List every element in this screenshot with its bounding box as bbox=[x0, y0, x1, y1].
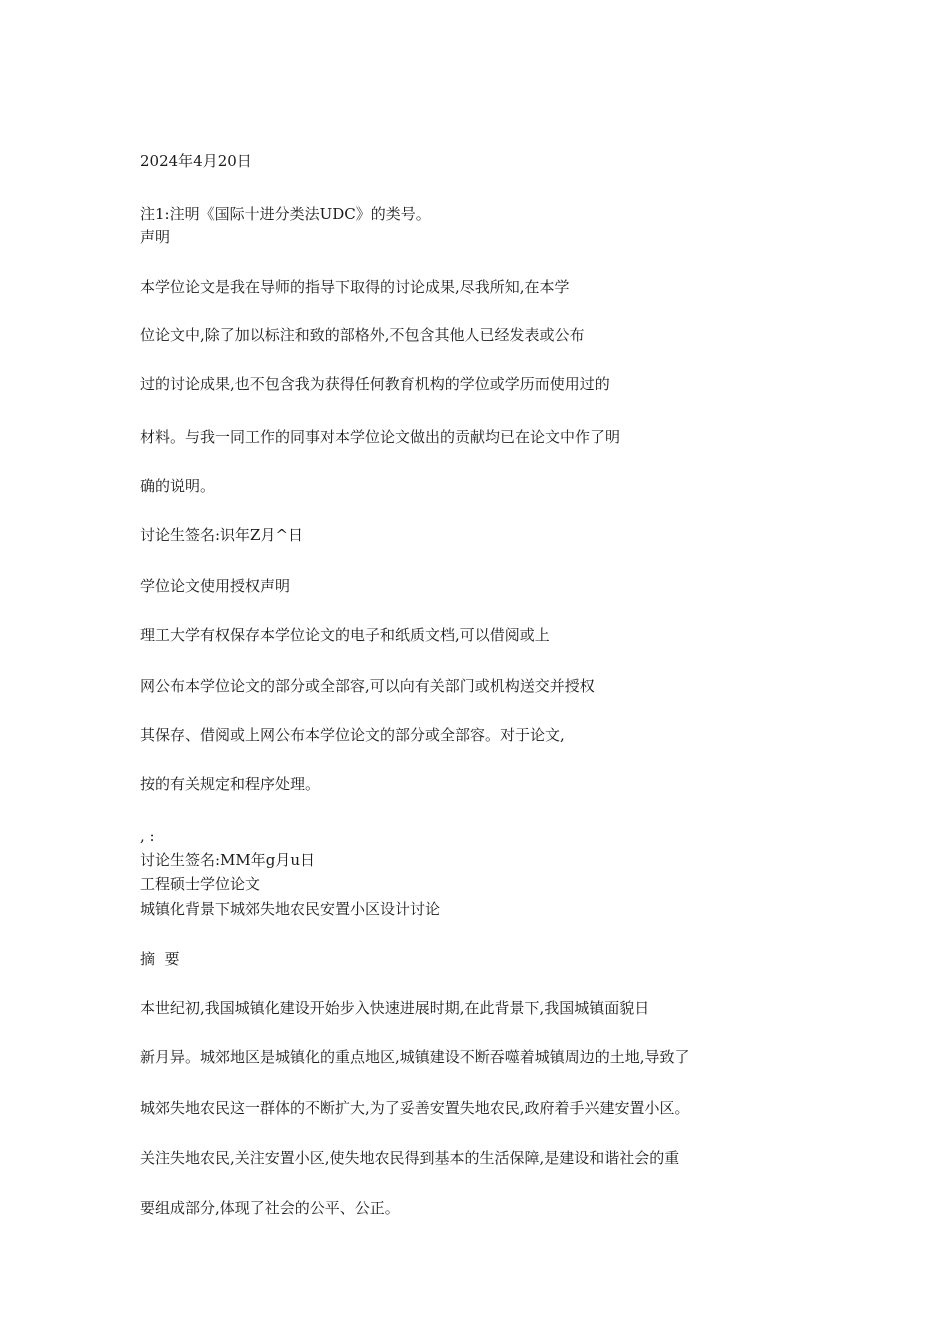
abstract-line: 本世纪初,我国城镇化建设开始步入快速进展时期,在此背景下,我国城镇面貌日 bbox=[140, 999, 650, 1017]
declaration-line: 确的说明。 bbox=[140, 477, 216, 495]
punctuation-mark: , : bbox=[140, 827, 155, 845]
abstract-line: 城郊失地农民这一群体的不断扩大,为了妥善安置失地农民,政府着手兴建安置小区。 bbox=[140, 1099, 690, 1117]
abstract-heading: 摘 要 bbox=[140, 950, 180, 968]
abstract-line: 关注失地农民,关注安置小区,使失地农民得到基本的生活保障,是建设和谐社会的重 bbox=[140, 1149, 680, 1167]
authorization-signature: 讨论生签名:MM年g月u日 bbox=[140, 851, 316, 869]
document-date: 2024年4月20日 bbox=[140, 152, 252, 170]
declaration-line: 材料。与我一同工作的同事对本学位论文做出的贡献均已在论文中作了明 bbox=[140, 428, 621, 446]
thesis-title: 城镇化背景下城郊失地农民安置小区设计讨论 bbox=[140, 900, 441, 918]
authorization-line: 网公布本学位论文的部分或全部容,可以向有关部门或机构送交并授权 bbox=[140, 677, 595, 695]
authorization-line: 理工大学有权保存本学位论文的电子和纸质文档,可以借阅或上 bbox=[140, 626, 550, 644]
declaration-title: 声明 bbox=[140, 228, 171, 246]
abstract-line: 要组成部分,体现了社会的公平、公正。 bbox=[140, 1199, 400, 1217]
thesis-type: 工程硕士学位论文 bbox=[140, 875, 261, 893]
authorization-line: 其保存、借阅或上网公布本学位论文的部分或全部容。对于论文, bbox=[140, 726, 565, 744]
declaration-line: 位论文中,除了加以标注和致的部格外,不包含其他人已经发表或公布 bbox=[140, 326, 585, 344]
classification-note: 注1:注明《国际十进分类法UDC》的类号。 bbox=[140, 205, 431, 223]
declaration-line: 过的讨论成果,也不包含我为获得任何教育机构的学位或学历而使用过的 bbox=[140, 375, 610, 393]
authorization-title: 学位论文使用授权声明 bbox=[140, 577, 291, 595]
abstract-line: 新月异。城郊地区是城镇化的重点地区,城镇建设不断吞噬着城镇周边的土地,导致了 bbox=[140, 1048, 690, 1066]
declaration-signature: 讨论生签名:识年Z月^日 bbox=[140, 526, 304, 544]
declaration-line: 本学位论文是我在导师的指导下取得的讨论成果,尽我所知,在本学 bbox=[140, 278, 570, 296]
authorization-line: 按的有关规定和程序处理。 bbox=[140, 775, 321, 793]
